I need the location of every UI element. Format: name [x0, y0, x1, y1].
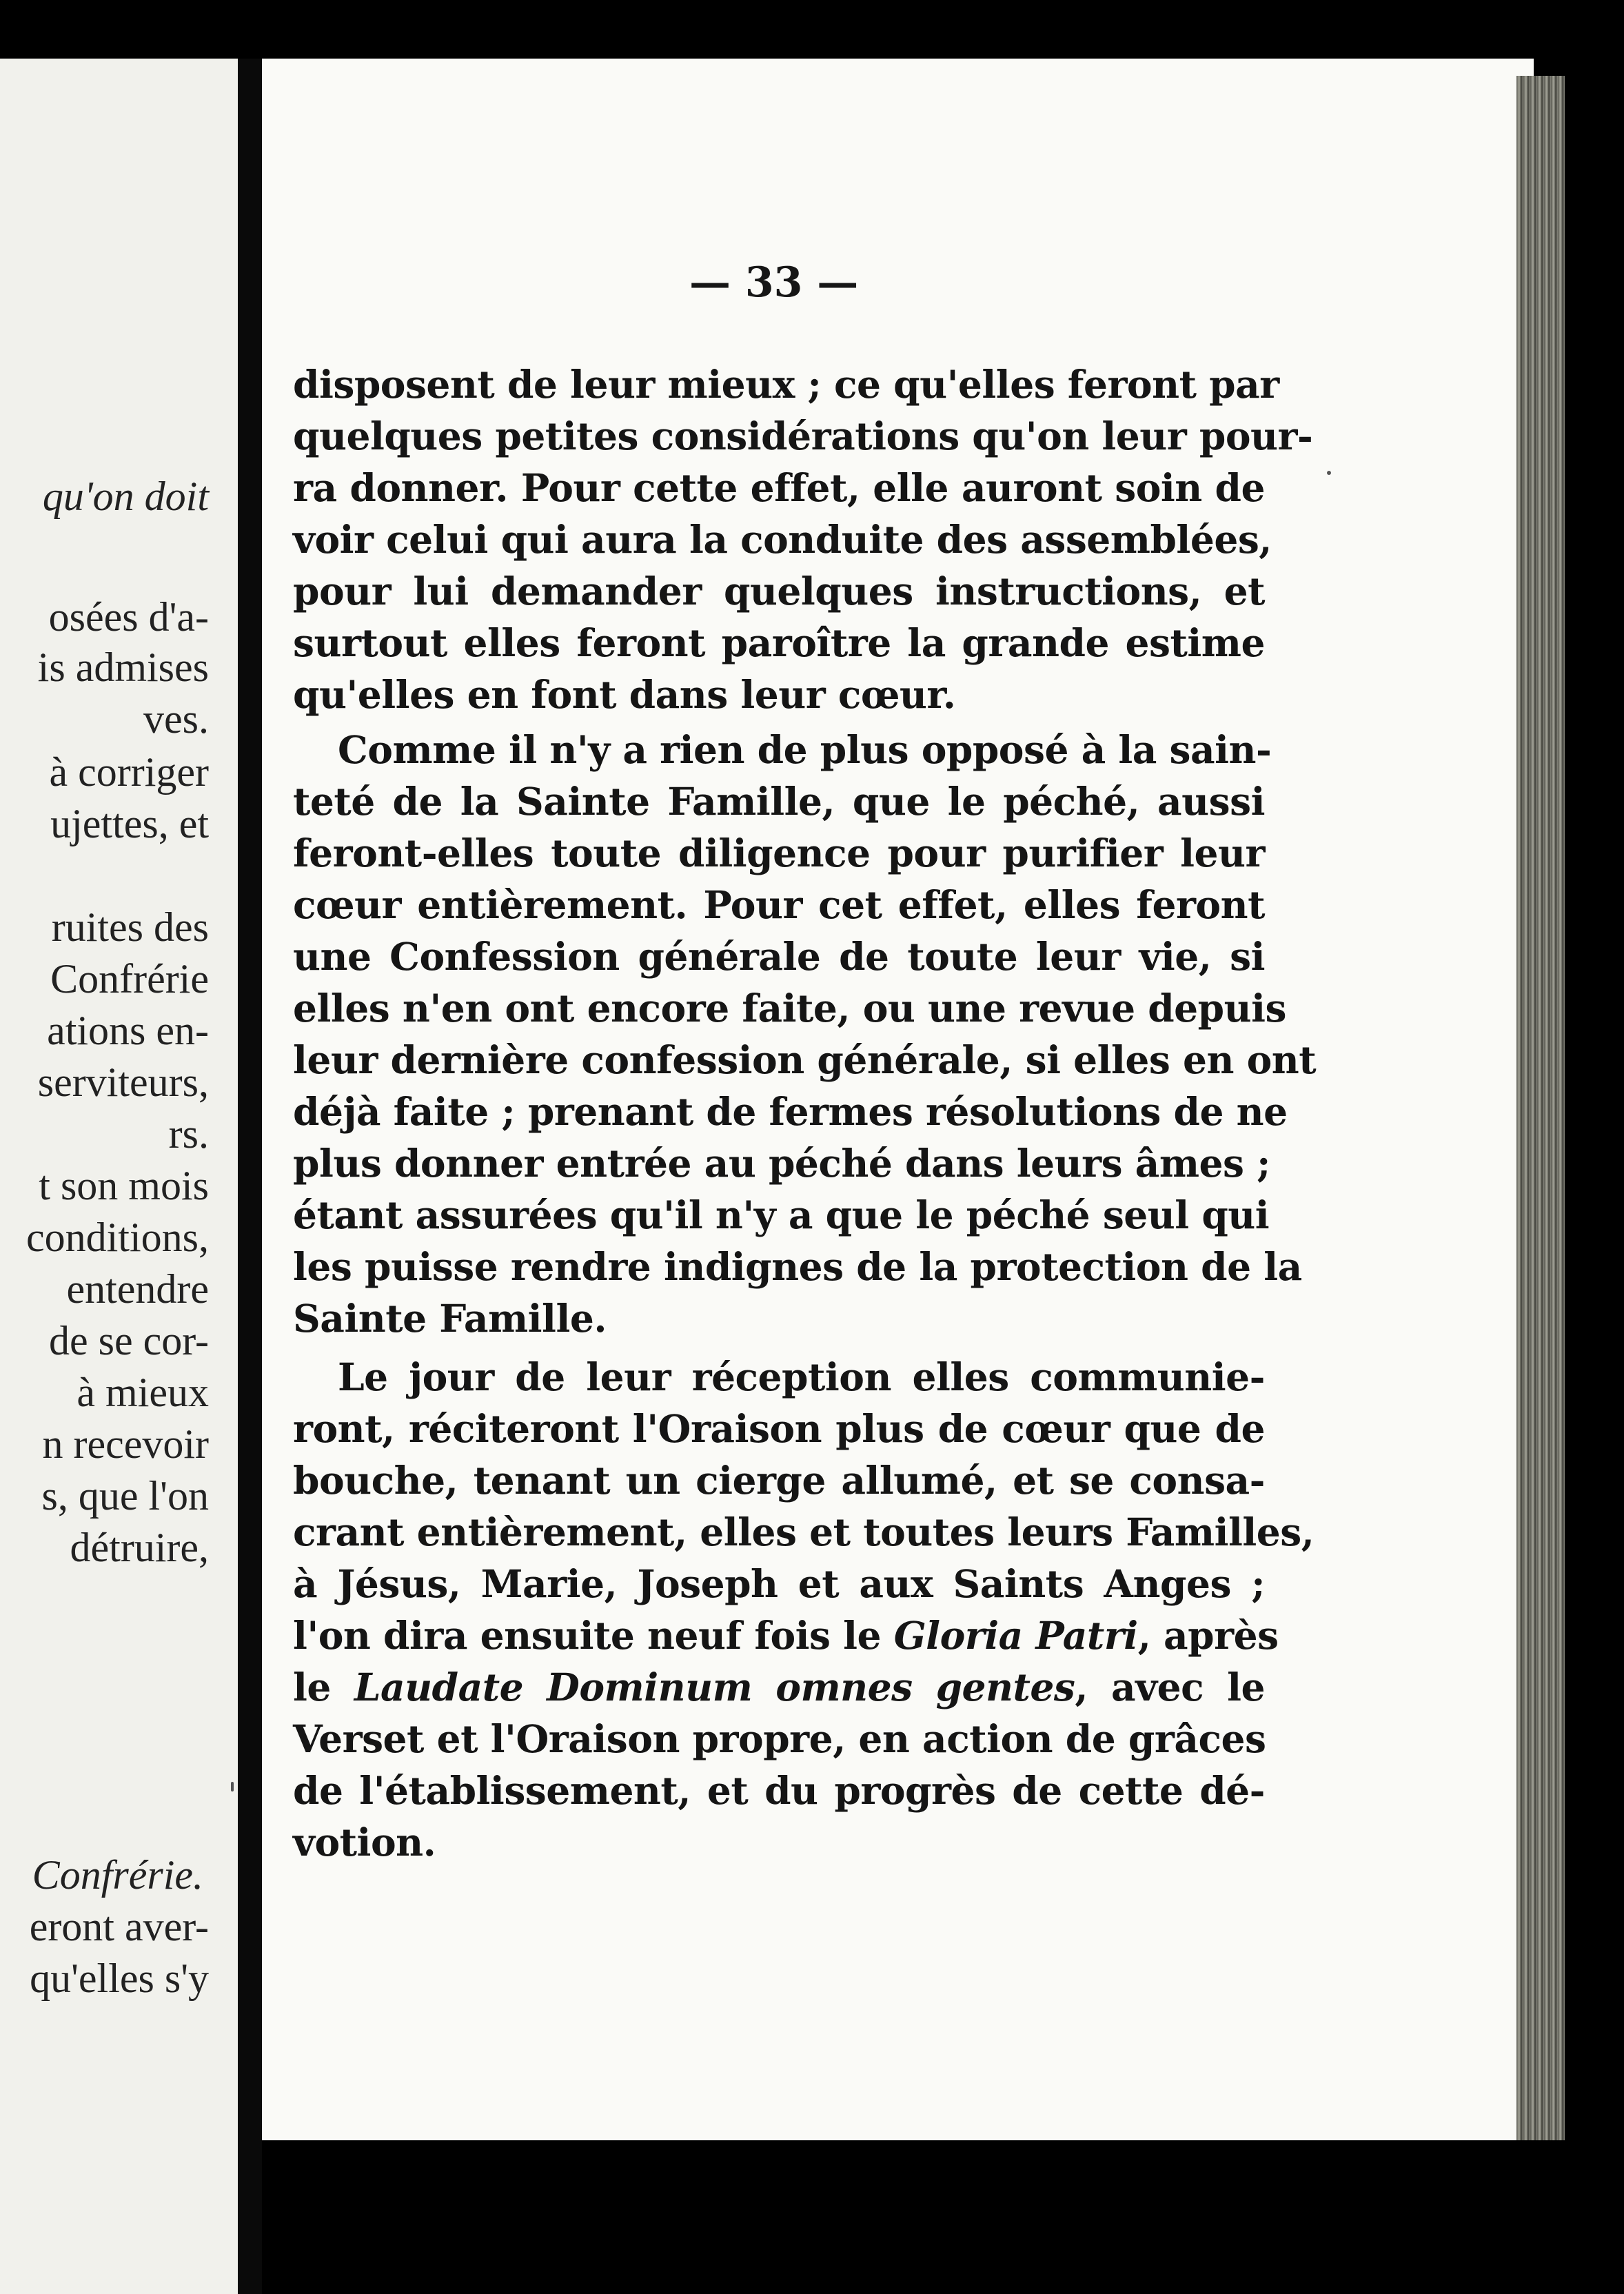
text-line: leur dernière confession générale, si elles en ont	[293, 1037, 1317, 1082]
text-line: Sainte Famille.	[293, 1296, 607, 1341]
left-page-line: ruites des	[51, 904, 209, 950]
left-page-line: qu'elles s'y	[30, 1956, 209, 2001]
text-line: à Jésus, Marie, Joseph et aux Saints Anges ;	[293, 1561, 1265, 1606]
left-page-line: n recevoir	[42, 1421, 209, 1467]
text-line: ra donner. Pour cette effet, elle auront soin de	[293, 465, 1265, 510]
page-number: — 33 —	[689, 258, 859, 307]
text-line: les puisse rendre indignes de la protection de la	[293, 1244, 1302, 1289]
left-page-line: rs.	[168, 1111, 209, 1157]
text-line: elles n'en ont encore faite, ou une revue depuis	[293, 986, 1286, 1031]
text-line: ront, réciteront l'Oraison plus de cœur que de	[293, 1406, 1265, 1451]
text-line: déjà faite ; prenant de fermes résolutions de ne	[293, 1089, 1288, 1134]
text-line: cœur entièrement. Pour cet effet, elles feront	[293, 882, 1265, 927]
left-page-line: Confrérie	[50, 956, 209, 1002]
book-spine-shadow	[238, 59, 262, 2294]
text-line: Verset et l'Oraison propre, en action de grâces	[293, 1716, 1266, 1761]
text-line	[293, 1613, 1279, 1658]
text-line: pour lui demander quelques instructions, et	[293, 569, 1265, 613]
left-page-line: osées d'a-	[48, 594, 209, 640]
left-page-line: qu'on doit	[42, 474, 209, 519]
left-page-line: entendre	[66, 1266, 209, 1312]
left-page-line: à corriger	[49, 749, 209, 795]
left-page-line: Confrérie.	[32, 1852, 203, 1898]
left-page-line: à mieux	[77, 1370, 209, 1415]
text-line: crant entièrement, elles et toutes leurs Familles,	[293, 1510, 1315, 1554]
text-span: l'on dira ensuite neuf fois le	[293, 1613, 894, 1658]
latin-phrase: Laudate Dominum omnes gentes	[354, 1665, 1075, 1709]
text-line: Le jour de leur réception elles communie-	[338, 1354, 1265, 1399]
left-page-line: s, que l'on	[41, 1473, 209, 1519]
latin-phrase: Gloria Patri	[893, 1613, 1138, 1658]
text-line: Comme il n'y a rien de plus opposé à la sain-	[338, 727, 1272, 772]
paper-speck	[1327, 471, 1331, 475]
left-page-line: is admises	[37, 644, 209, 690]
page-edge-stack	[1516, 76, 1565, 2140]
text-line: étant assurées qu'il n'y a que le péché seul qui	[293, 1192, 1270, 1237]
left-facing-page	[0, 59, 238, 2294]
text-line: qu'elles en font dans leur cœur.	[293, 672, 956, 717]
text-line: une Confession générale de toute leur vie, si	[293, 934, 1265, 979]
text-line	[293, 1665, 1265, 1709]
left-page-line: conditions,	[26, 1215, 209, 1260]
left-page-line: t son mois	[39, 1163, 209, 1208]
text-line: feront-elles toute diligence pour purifier leur	[293, 831, 1265, 875]
text-line: disposent de leur mieux ; ce qu'elles feront par	[293, 362, 1279, 407]
left-page-line: serviteurs,	[37, 1059, 209, 1105]
text-line: teté de la Sainte Famille, que le péché, aussi	[293, 779, 1265, 824]
text-span: , après	[1137, 1613, 1279, 1658]
left-page-line: ujettes, et	[50, 801, 209, 846]
text-span: , avec le	[1075, 1665, 1265, 1709]
paper-speck	[231, 1782, 234, 1791]
text-line: quelques petites considérations qu'on leur pour-	[293, 414, 1313, 458]
left-page-line: détruire,	[70, 1525, 209, 1570]
text-line: votion.	[293, 1820, 436, 1865]
text-span: le	[293, 1665, 354, 1709]
text-line: surtout elles feront paroître la grande estime	[293, 620, 1265, 665]
text-line: voir celui qui aura la conduite des assemblées,	[293, 517, 1272, 562]
left-page-line: ves.	[143, 696, 209, 742]
text-line: de l'établissement, et du progrès de cette dé-	[293, 1768, 1265, 1813]
left-page-line: eront aver-	[29, 1904, 209, 1949]
left-page-line: de se cor-	[48, 1318, 209, 1363]
left-page-line: ations en-	[47, 1008, 209, 1053]
text-line: bouche, tenant un cierge allumé, et se consa-	[293, 1458, 1265, 1503]
text-line: plus donner entrée au péché dans leurs âmes ;	[293, 1141, 1270, 1186]
